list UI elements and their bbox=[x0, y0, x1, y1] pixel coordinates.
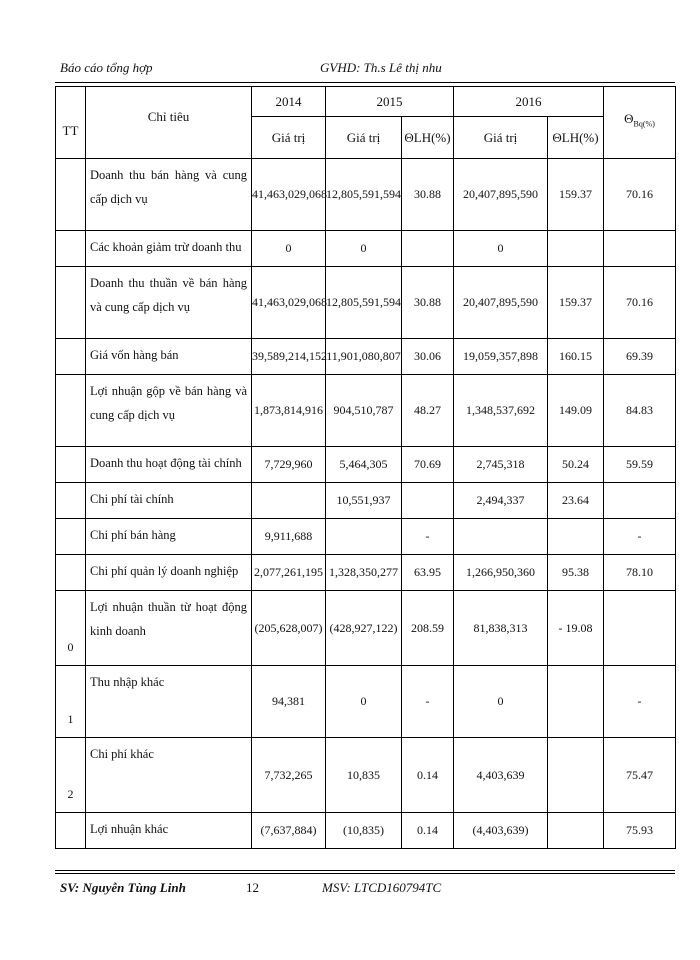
table-row bbox=[56, 339, 676, 375]
cell-v2016: 2,494,337 bbox=[454, 483, 548, 519]
table-row bbox=[56, 267, 676, 339]
cell-v2015: (10,835) bbox=[326, 813, 402, 849]
cell-bq: - bbox=[604, 519, 676, 555]
row-label: Các khoản giảm trừ doanh thu bbox=[86, 231, 252, 267]
cell-lh2015 bbox=[402, 231, 454, 267]
row-label: Doanh thu bán hàng và cung cấp dịch vụ bbox=[86, 159, 252, 231]
cell-bq: - bbox=[604, 666, 676, 738]
cell-v2016: 2,745,318 bbox=[454, 447, 548, 483]
col-header-olh-2016: ΘLH(%) bbox=[548, 117, 604, 159]
header-center: GVHD: Th.s Lê thị nhu bbox=[320, 60, 442, 75]
cell-bq: 70.16 bbox=[604, 267, 676, 339]
cell-v2015: 1,328,350,277 bbox=[326, 555, 402, 591]
table-row bbox=[56, 375, 676, 447]
cell-v2014: (205,628,007) bbox=[252, 591, 326, 666]
row-label: Thu nhập khác bbox=[86, 666, 252, 738]
cell-v2014: 41,463,029,068 bbox=[252, 267, 326, 339]
cell-lh2016 bbox=[548, 738, 604, 813]
cell-bq bbox=[604, 231, 676, 267]
col-header-chitieu: Chỉ tiêu bbox=[86, 87, 252, 159]
cell-v2014: 1,873,814,916 bbox=[252, 375, 326, 447]
col-header-giatri-2014: Giá trị bbox=[252, 117, 326, 159]
cell-v2015: 12,805,591,594 bbox=[326, 267, 402, 339]
table-row bbox=[56, 666, 676, 738]
row-label: Lợi nhuận gộp về bán hàng và cung cấp dịch vụ bbox=[86, 375, 252, 447]
cell-v2016: 20,407,895,590 bbox=[454, 159, 548, 231]
cell-v2015: 0 bbox=[326, 666, 402, 738]
cell-v2016: 1,348,537,692 bbox=[454, 375, 548, 447]
row-tt: 1 bbox=[56, 666, 86, 738]
col-header-giatri-2015: Giá trị bbox=[326, 117, 402, 159]
row-label: Chi phí quản lý doanh nghiệp bbox=[86, 555, 252, 591]
footer-msv: MSV: LTCD160794TC bbox=[322, 880, 442, 895]
header-left: Báo cáo tổng hợp bbox=[60, 60, 153, 75]
cell-lh2015: - bbox=[402, 666, 454, 738]
cell-v2014: 39,589,214,152 bbox=[252, 339, 326, 375]
row-tt bbox=[56, 267, 86, 339]
row-label: Chi phí tài chính bbox=[86, 483, 252, 519]
cell-v2015: 11,901,080,807 bbox=[326, 339, 402, 375]
table-row bbox=[56, 447, 676, 483]
cell-v2016: 0 bbox=[454, 666, 548, 738]
cell-v2016 bbox=[454, 519, 548, 555]
row-label: Chi phí bán hàng bbox=[86, 519, 252, 555]
table-row bbox=[56, 555, 676, 591]
row-tt bbox=[56, 555, 86, 591]
cell-lh2015: 70.69 bbox=[402, 447, 454, 483]
table-row bbox=[56, 483, 676, 519]
table-row bbox=[56, 813, 676, 849]
cell-v2014: (7,637,884) bbox=[252, 813, 326, 849]
col-header-2016: 2016 bbox=[454, 87, 604, 117]
cell-lh2016: 160.15 bbox=[548, 339, 604, 375]
table-row bbox=[56, 159, 676, 231]
footer-rule-2 bbox=[55, 873, 675, 874]
cell-bq bbox=[604, 591, 676, 666]
footer-rule bbox=[55, 870, 675, 871]
table-row bbox=[56, 519, 676, 555]
cell-v2014: 41,463,029,068 bbox=[252, 159, 326, 231]
cell-v2015: 10,551,937 bbox=[326, 483, 402, 519]
cell-bq: 59.59 bbox=[604, 447, 676, 483]
cell-v2016: (4,403,639) bbox=[454, 813, 548, 849]
col-header-olh-2015: ΘLH(%) bbox=[402, 117, 454, 159]
cell-v2016: 1,266,950,360 bbox=[454, 555, 548, 591]
table-row bbox=[56, 738, 676, 813]
cell-lh2016 bbox=[548, 519, 604, 555]
cell-v2015: (428,927,122) bbox=[326, 591, 402, 666]
row-label: Chi phí khác bbox=[86, 738, 252, 813]
row-tt bbox=[56, 159, 86, 231]
row-label: Doanh thu hoạt động tài chính bbox=[86, 447, 252, 483]
cell-lh2016: 159.37 bbox=[548, 267, 604, 339]
col-header-2014: 2014 bbox=[252, 87, 326, 117]
cell-v2015: 0 bbox=[326, 231, 402, 267]
cell-lh2015: 30.88 bbox=[402, 267, 454, 339]
row-tt bbox=[56, 483, 86, 519]
row-tt: 2 bbox=[56, 738, 86, 813]
cell-v2015: 10,835 bbox=[326, 738, 402, 813]
row-tt bbox=[56, 813, 86, 849]
cell-lh2015 bbox=[402, 483, 454, 519]
cell-lh2015: 30.06 bbox=[402, 339, 454, 375]
cell-lh2016 bbox=[548, 813, 604, 849]
footer-student: SV: Nguyễn Tùng Linh bbox=[60, 880, 186, 895]
cell-bq: 75.93 bbox=[604, 813, 676, 849]
obq-symbol: Θ bbox=[624, 111, 634, 126]
cell-lh2015: 208.59 bbox=[402, 591, 454, 666]
cell-v2015 bbox=[326, 519, 402, 555]
obq-subscript: Bq(%) bbox=[633, 119, 655, 129]
cell-lh2015: 63.95 bbox=[402, 555, 454, 591]
cell-v2014: 0 bbox=[252, 231, 326, 267]
cell-lh2016 bbox=[548, 231, 604, 267]
header-rule bbox=[55, 82, 675, 83]
cell-v2014: 7,729,960 bbox=[252, 447, 326, 483]
cell-v2014: 7,732,265 bbox=[252, 738, 326, 813]
row-tt bbox=[56, 231, 86, 267]
report-table bbox=[55, 86, 676, 849]
cell-v2014 bbox=[252, 483, 326, 519]
cell-lh2016 bbox=[548, 666, 604, 738]
cell-bq bbox=[604, 483, 676, 519]
footer-page-number: 12 bbox=[246, 880, 259, 895]
col-header-2015: 2015 bbox=[326, 87, 454, 117]
cell-v2016: 19,059,357,898 bbox=[454, 339, 548, 375]
cell-v2015: 904,510,787 bbox=[326, 375, 402, 447]
cell-bq: 84.83 bbox=[604, 375, 676, 447]
row-label: Lợi nhuận thuần từ hoạt động kinh doanh bbox=[86, 591, 252, 666]
row-tt: 0 bbox=[56, 591, 86, 666]
cell-lh2016: 50.24 bbox=[548, 447, 604, 483]
row-tt bbox=[56, 447, 86, 483]
col-header-tt: TT bbox=[56, 87, 86, 159]
cell-lh2016: 23.64 bbox=[548, 483, 604, 519]
cell-v2016: 4,403,639 bbox=[454, 738, 548, 813]
table-row bbox=[56, 231, 676, 267]
cell-lh2015: 0.14 bbox=[402, 738, 454, 813]
cell-bq: 69.39 bbox=[604, 339, 676, 375]
cell-lh2016: 95.38 bbox=[548, 555, 604, 591]
row-label: Giá vốn hàng bán bbox=[86, 339, 252, 375]
cell-v2014: 2,077,261,195 bbox=[252, 555, 326, 591]
row-tt bbox=[56, 375, 86, 447]
cell-v2016: 20,407,895,590 bbox=[454, 267, 548, 339]
cell-lh2015: 0.14 bbox=[402, 813, 454, 849]
cell-lh2015: 48.27 bbox=[402, 375, 454, 447]
cell-lh2016: 159.37 bbox=[548, 159, 604, 231]
cell-lh2016: - 19.08 bbox=[548, 591, 604, 666]
cell-bq: 78.10 bbox=[604, 555, 676, 591]
col-header-obq bbox=[604, 87, 676, 159]
cell-v2015: 12,805,591,594 bbox=[326, 159, 402, 231]
row-tt bbox=[56, 519, 86, 555]
cell-lh2015: - bbox=[402, 519, 454, 555]
cell-v2016: 0 bbox=[454, 231, 548, 267]
col-header-giatri-2016: Giá trị bbox=[454, 117, 548, 159]
cell-lh2015: 30.88 bbox=[402, 159, 454, 231]
cell-v2014: 9,911,688 bbox=[252, 519, 326, 555]
row-label: Lợi nhuận khác bbox=[86, 813, 252, 849]
cell-v2016: 81,838,313 bbox=[454, 591, 548, 666]
cell-lh2016: 149.09 bbox=[548, 375, 604, 447]
cell-v2015: 5,464,305 bbox=[326, 447, 402, 483]
cell-bq: 75.47 bbox=[604, 738, 676, 813]
cell-bq: 70.16 bbox=[604, 159, 676, 231]
cell-v2014: 94,381 bbox=[252, 666, 326, 738]
table-row bbox=[56, 591, 676, 666]
row-label: Doanh thu thuần về bán hàng và cung cấp dịch vụ bbox=[86, 267, 252, 339]
row-tt bbox=[56, 339, 86, 375]
